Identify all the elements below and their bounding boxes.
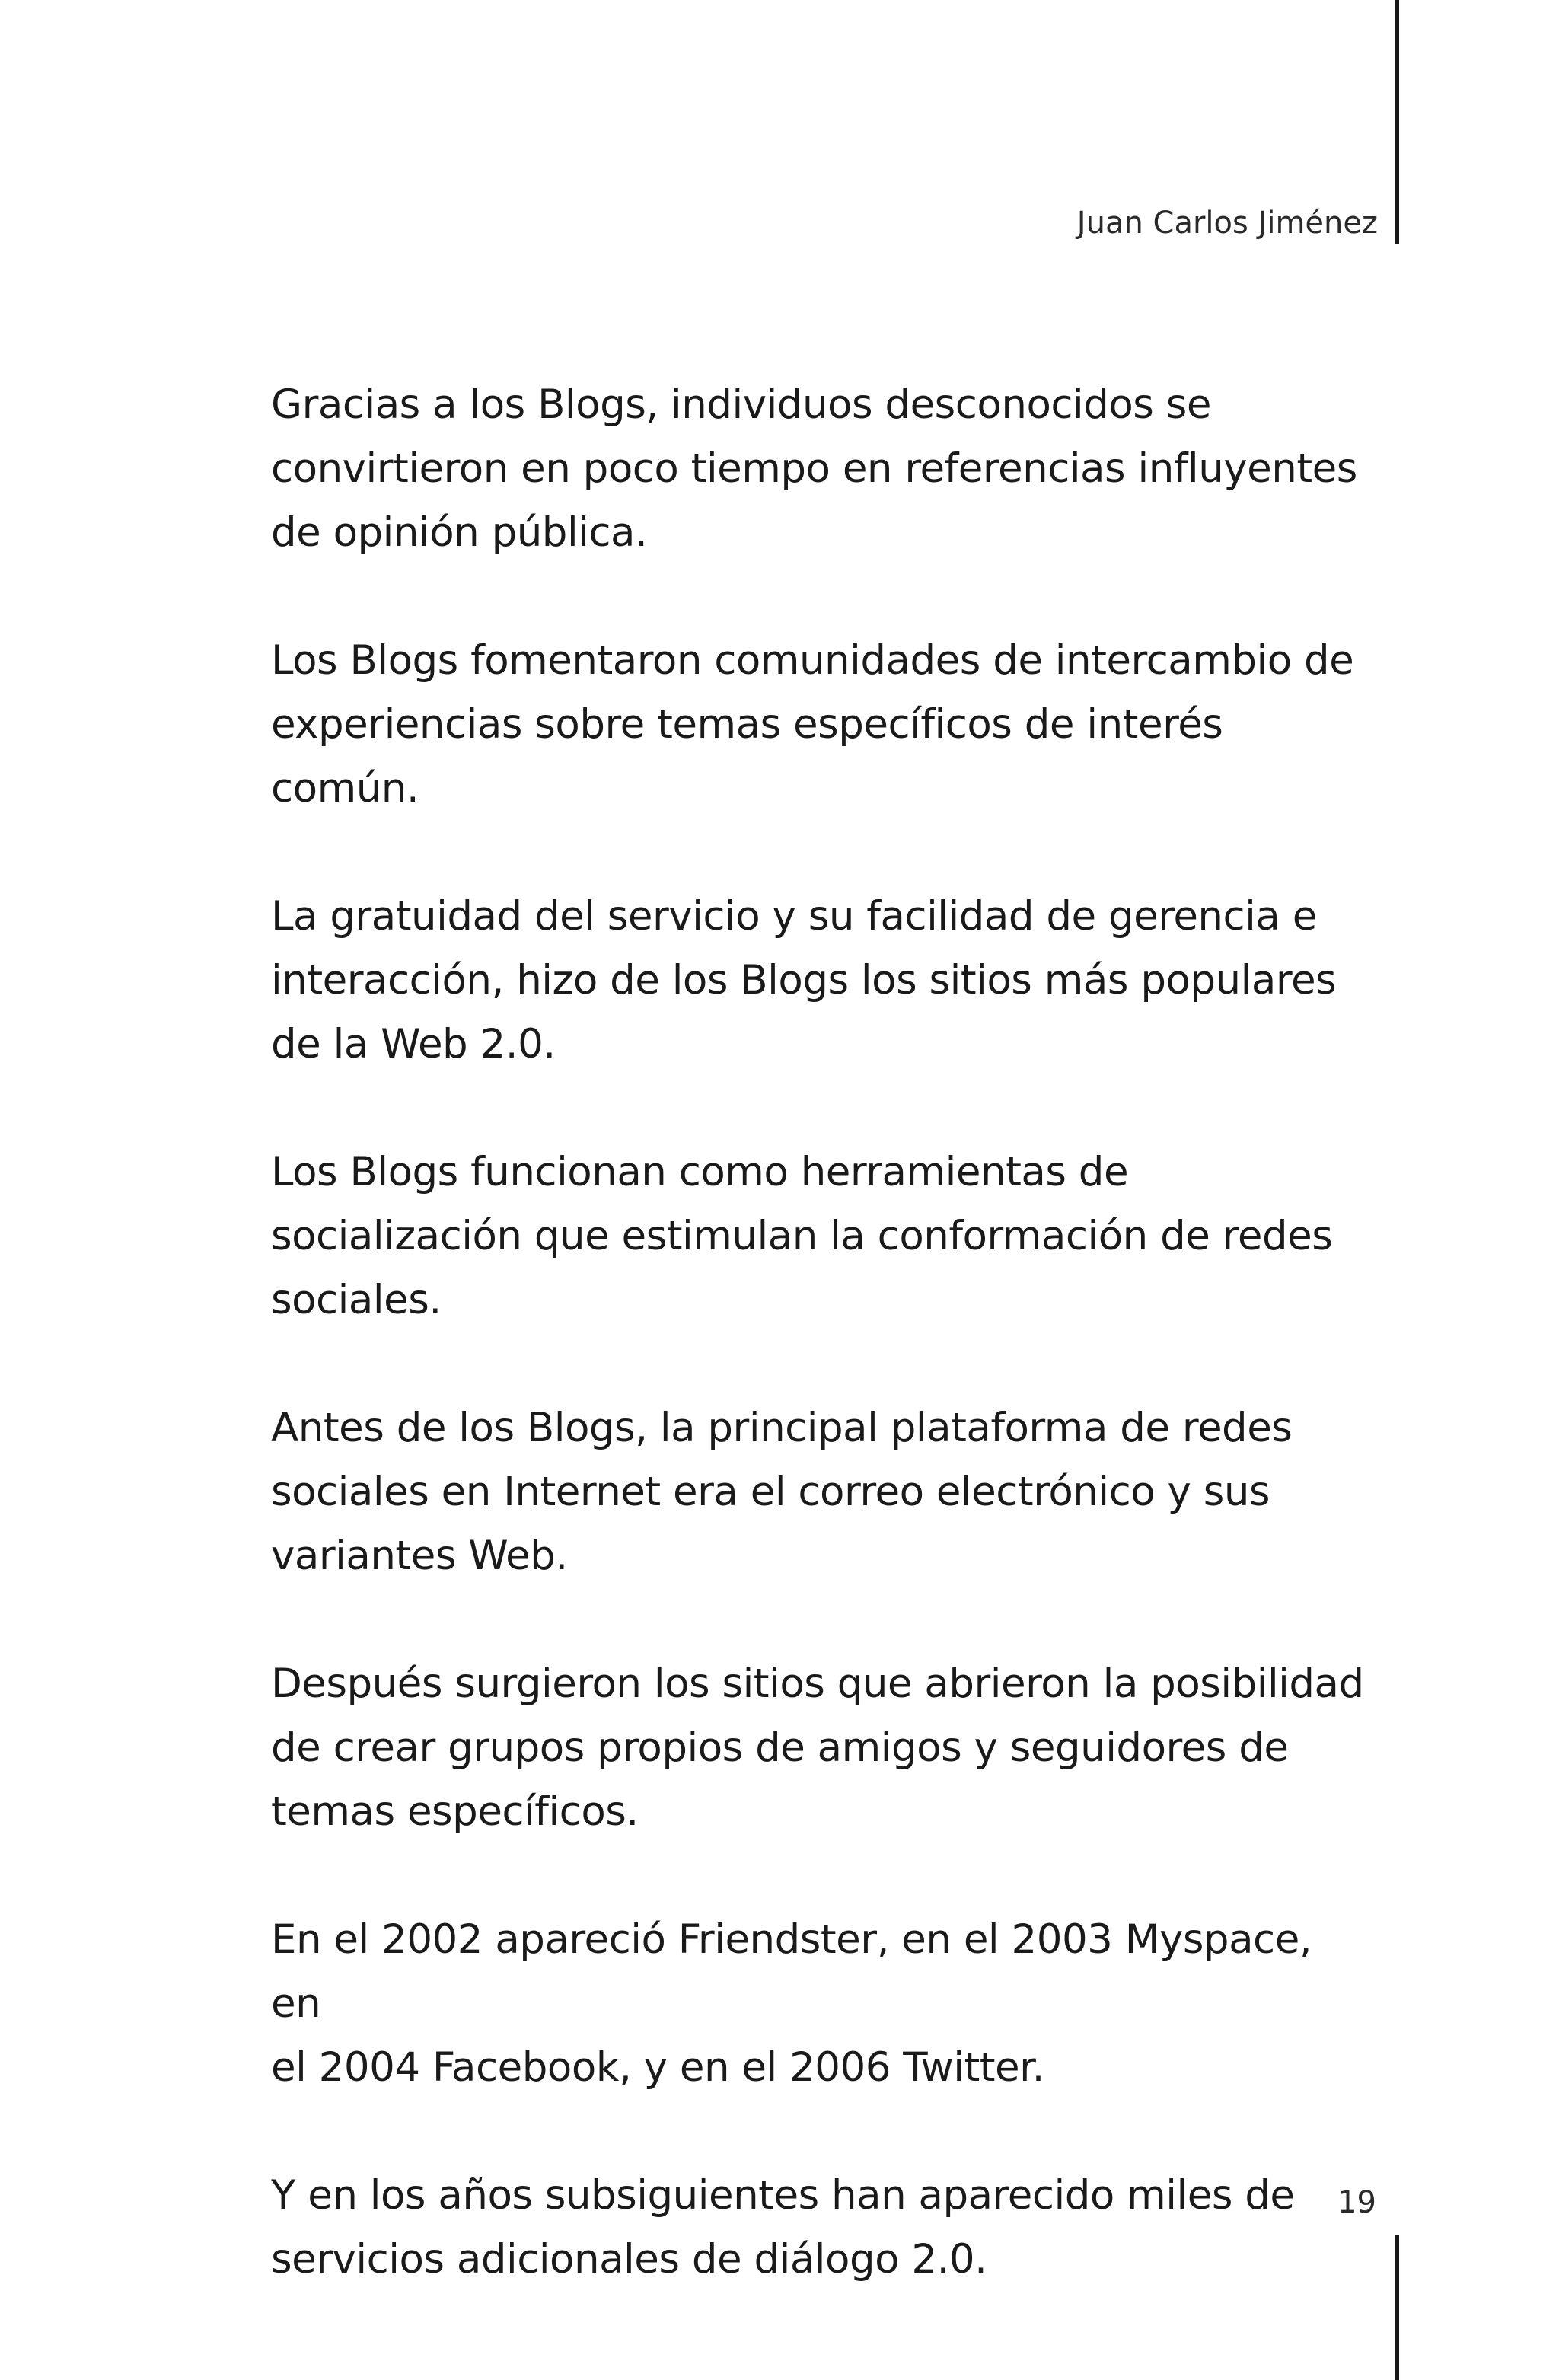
paragraph: Los Blogs fomentaron comunidades de intercambio de experiencias sobre temas específicos de interés común. (271, 637, 1354, 812)
bottom-margin-rule (1395, 2235, 1399, 2380)
running-head-author: Juan Carlos Jiménez (1076, 206, 1378, 241)
paragraph: Después surgieron los sitios que abrieron la posibilidad de crear grupos propios de amigos y seguidores de temas específicos. (271, 1661, 1364, 1835)
paragraph: Gracias a los Blogs, individuos desconocidos se convirtieron en poco tiempo en referencias influyentes de opinión pública. (271, 381, 1357, 556)
paragraph: Y en los años subsiguientes han aparecido miles de servicios adicionales de diálogo 2.0. (271, 2172, 1295, 2283)
paragraph: En el 2002 apareció Friendster, en el 2003 Myspace, en el 2004 Facebook, y en el 2006 Twitter. (271, 1916, 1312, 2091)
paragraph: Antes de los Blogs, la principal plataforma de redes sociales en Internet era el correo electrónico y sus variantes Web. (271, 1405, 1293, 1579)
page-number: 19 (1337, 2185, 1376, 2220)
body-text (271, 373, 1367, 2292)
paragraph: Los Blogs funcionan como herramientas de socialización que estimulan la conformación de redes sociales. (271, 1149, 1333, 1323)
paragraph: La gratuidad del servicio y su facilidad de gerencia e interacción, hizo de los Blogs los sitios más populares de la Web 2.0. (271, 893, 1337, 1067)
top-margin-rule (1395, 0, 1399, 244)
